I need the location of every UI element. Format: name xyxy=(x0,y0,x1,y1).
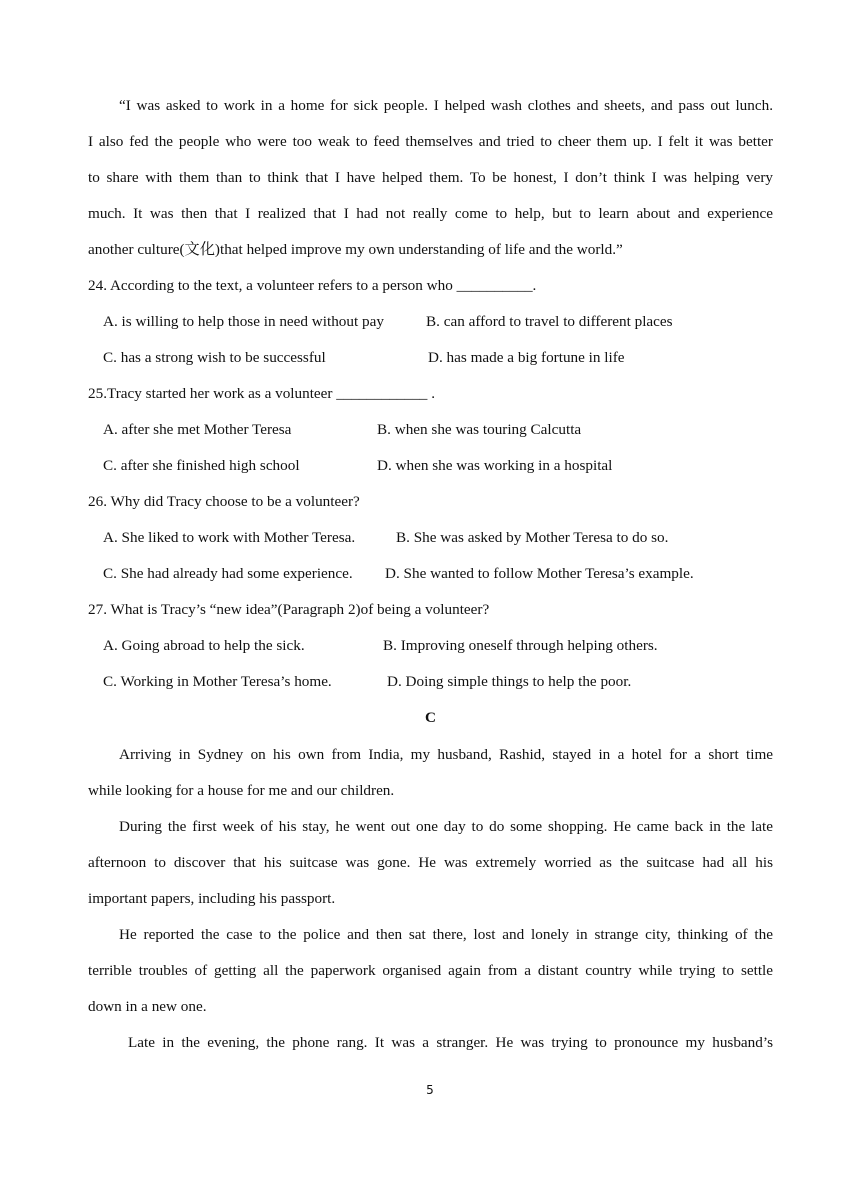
passage-line: Late in the evening, the phone rang. It was a stranger. He was trying to pronounce my husband’s xyxy=(128,1034,773,1051)
option-a: A. after she met Mother Teresa xyxy=(103,421,292,438)
option-b: B. when she was touring Calcutta xyxy=(377,421,582,438)
passage-line: terrible troubles of getting all the paperwork organised again from a distant country while trying to settle xyxy=(88,962,773,979)
passage-line: During the first week of his stay, he went out one day to do some shopping. He came back in the late xyxy=(119,818,773,835)
option-d: D. when she was working in a hospital xyxy=(377,457,613,474)
passage-line: He reported the case to the police and then sat there, lost and lonely in strange city, thinking of the xyxy=(119,926,773,943)
option-c: C. has a strong wish to be successful xyxy=(103,349,326,366)
option-a: A. is willing to help those in need without pay xyxy=(103,313,384,330)
option-b: B. can afford to travel to different places xyxy=(426,313,673,330)
passage-line: important papers, including his passport. xyxy=(88,890,336,907)
option-c: C. after she finished high school xyxy=(103,457,300,474)
passage-line: much. It was then that I realized that I had not really come to help, but to learn about and experience xyxy=(88,205,773,222)
passage-line: “I was asked to work in a home for sick people. I helped wash clothes and sheets, and pass out lunch. xyxy=(119,97,773,114)
section-heading: C xyxy=(425,709,436,726)
passage-line: another culture(文化)that helped improve my own understanding of life and the world.” xyxy=(88,241,623,258)
passage-line: to share with them than to think that I have helped them. To be honest, I don’t think I was helping very xyxy=(88,169,773,186)
option-a: A. She liked to work with Mother Teresa. xyxy=(103,529,356,546)
question-stem: 27. What is Tracy’s “new idea”(Paragraph 2)of being a volunteer? xyxy=(88,601,490,618)
passage-line: down in a new one. xyxy=(88,998,207,1015)
option-c: C. She had already had some experience. xyxy=(103,565,353,582)
page-number: 5 xyxy=(426,1083,434,1097)
question-stem: 26. Why did Tracy choose to be a volunteer? xyxy=(88,493,360,510)
option-d: D. Doing simple things to help the poor. xyxy=(387,673,632,690)
option-b: B. Improving oneself through helping others. xyxy=(383,637,658,654)
option-c: C. Working in Mother Teresa’s home. xyxy=(103,673,332,690)
passage-line: afternoon to discover that his suitcase was gone. He was extremely worried as the suitcase had all his xyxy=(88,854,773,871)
option-d: D. has made a big fortune in life xyxy=(428,349,625,366)
passage-line: while looking for a house for me and our children. xyxy=(88,782,395,799)
option-d: D. She wanted to follow Mother Teresa’s example. xyxy=(385,565,694,582)
question-stem: 25.Tracy started her work as a volunteer ____________ . xyxy=(88,385,435,402)
option-b: B. She was asked by Mother Teresa to do so. xyxy=(396,529,669,546)
passage-line: Arriving in Sydney on his own from India, my husband, Rashid, stayed in a hotel for a short time xyxy=(119,746,773,763)
question-stem: 24. According to the text, a volunteer refers to a person who __________. xyxy=(88,277,537,294)
passage-line: I also fed the people who were too weak to feed themselves and tried to cheer them up. I felt it was better xyxy=(88,133,773,150)
option-a: A. Going abroad to help the sick. xyxy=(103,637,305,654)
